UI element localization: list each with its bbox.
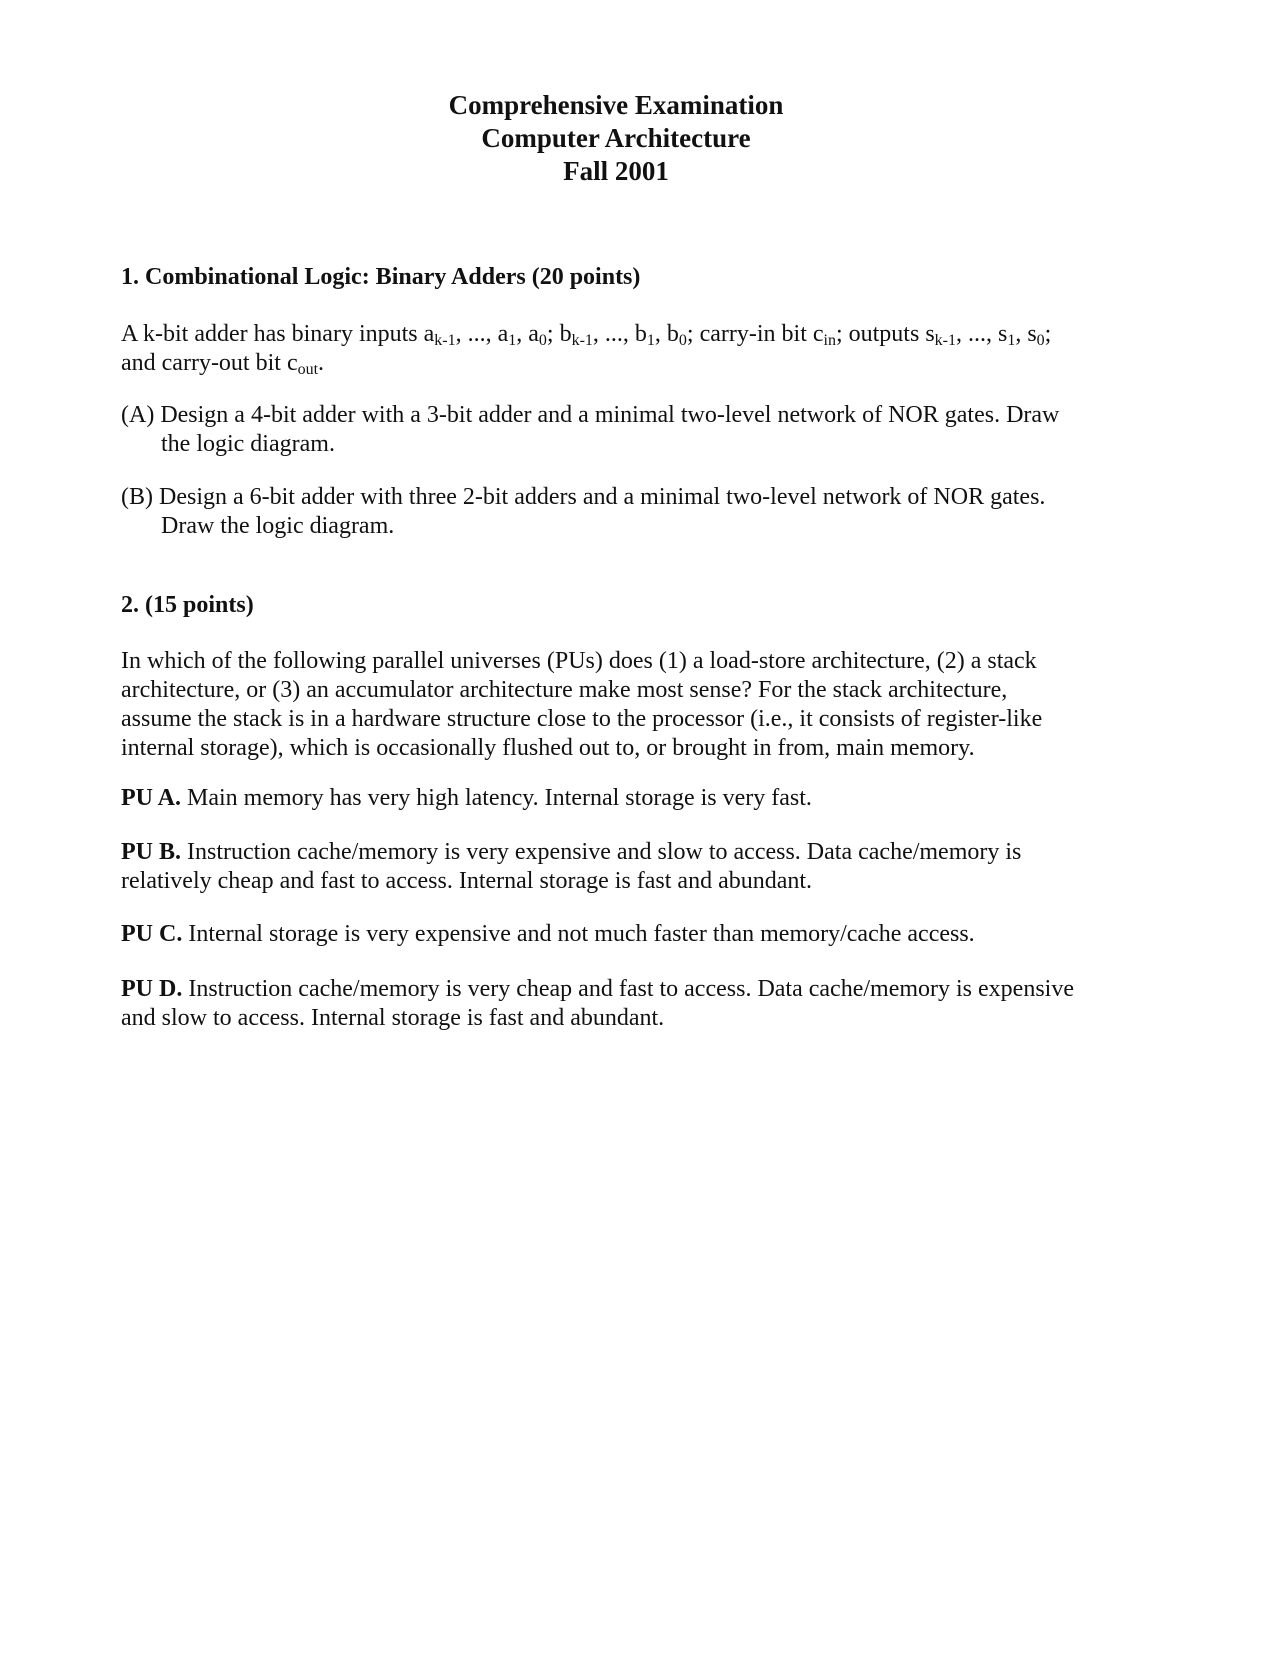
- question-1-part-b: [121, 483, 1121, 541]
- pu-d-line-2: and slow to access. Internal storage is fast and abundant.: [121, 1005, 665, 1031]
- pu-b-item: [121, 838, 1121, 896]
- question-1-part-a: [121, 401, 1121, 459]
- pu-b-line-1: PU B. Instruction cache/memory is very expensive and slow to access. Data cache/memory is: [121, 839, 1022, 865]
- course-title: Computer Architecture: [481, 123, 751, 153]
- question-1-heading: 1. Combinational Logic: Binary Adders (20 points): [121, 264, 641, 290]
- question-1-part-a-line-2: the logic diagram.: [161, 431, 335, 457]
- pu-d-item: [121, 975, 1121, 1033]
- question-1-part-b-line-1: (B) Design a 6-bit adder with three 2-bit adders and a minimal two-level network of NOR gates.: [121, 484, 1046, 510]
- pu-d-line-1: PU D. Instruction cache/memory is very cheap and fast to access. Data cache/memory is expensive: [121, 976, 1074, 1002]
- term-title: Fall 2001: [563, 156, 669, 186]
- pu-b-line-2: relatively cheap and fast to access. Internal storage is fast and abundant.: [121, 868, 813, 894]
- question-1-intro-line-2: and carry-out bit $c_{out}$.: [121, 350, 325, 378]
- question-2-intro-line-1: In which of the following parallel universes (PUs) does (1) a load-store architecture, (2) a stack: [121, 648, 1037, 674]
- question-1-intro: [121, 320, 1121, 378]
- question-2-intro: [121, 647, 1121, 763]
- question-2-heading: 2. (15 points): [121, 592, 254, 618]
- pu-c-item: [121, 920, 1121, 949]
- pu-a-label: PU A.: [121, 785, 181, 811]
- question-2-intro-line-4: internal storage), which is occasionally flushed out to, or brought in from, main memory.: [121, 735, 975, 761]
- pu-c-label: PU C.: [121, 921, 183, 947]
- pu-a-item: [121, 784, 1121, 813]
- question-1-intro-line-1: A k-bit adder has binary inputs $a_{k-1}$, ..., $a_1$, $a_0$; $b_{k-1}$, ..., $b_1$, $b_0$; carry-in bit $c_{in}$; outputs $s_{k-1}$, ..., $s_1$, $s_0$;: [121, 321, 1052, 349]
- question-2-intro-line-2: architecture, or (3) an accumulator architecture make most sense? For the stack architecture,: [121, 677, 1008, 703]
- pu-a-line-1: PU A. Main memory has very high latency. Internal storage is very fast.: [121, 785, 812, 811]
- question-2-intro-line-3: assume the stack is in a hardware structure close to the processor (i.e., it consists of register-like: [121, 706, 1043, 732]
- pu-b-label: PU B.: [121, 839, 181, 865]
- pu-c-line-1: PU C. Internal storage is very expensive and not much faster than memory/cache access.: [121, 921, 975, 947]
- exam-title: Comprehensive Examination: [448, 90, 784, 120]
- question-1-part-b-line-2: Draw the logic diagram.: [161, 513, 395, 539]
- pu-d-label: PU D.: [121, 976, 183, 1002]
- question-1-part-a-line-1: (A) Design a 4-bit adder with a 3-bit adder and a minimal two-level network of NOR gates. Draw: [121, 402, 1060, 428]
